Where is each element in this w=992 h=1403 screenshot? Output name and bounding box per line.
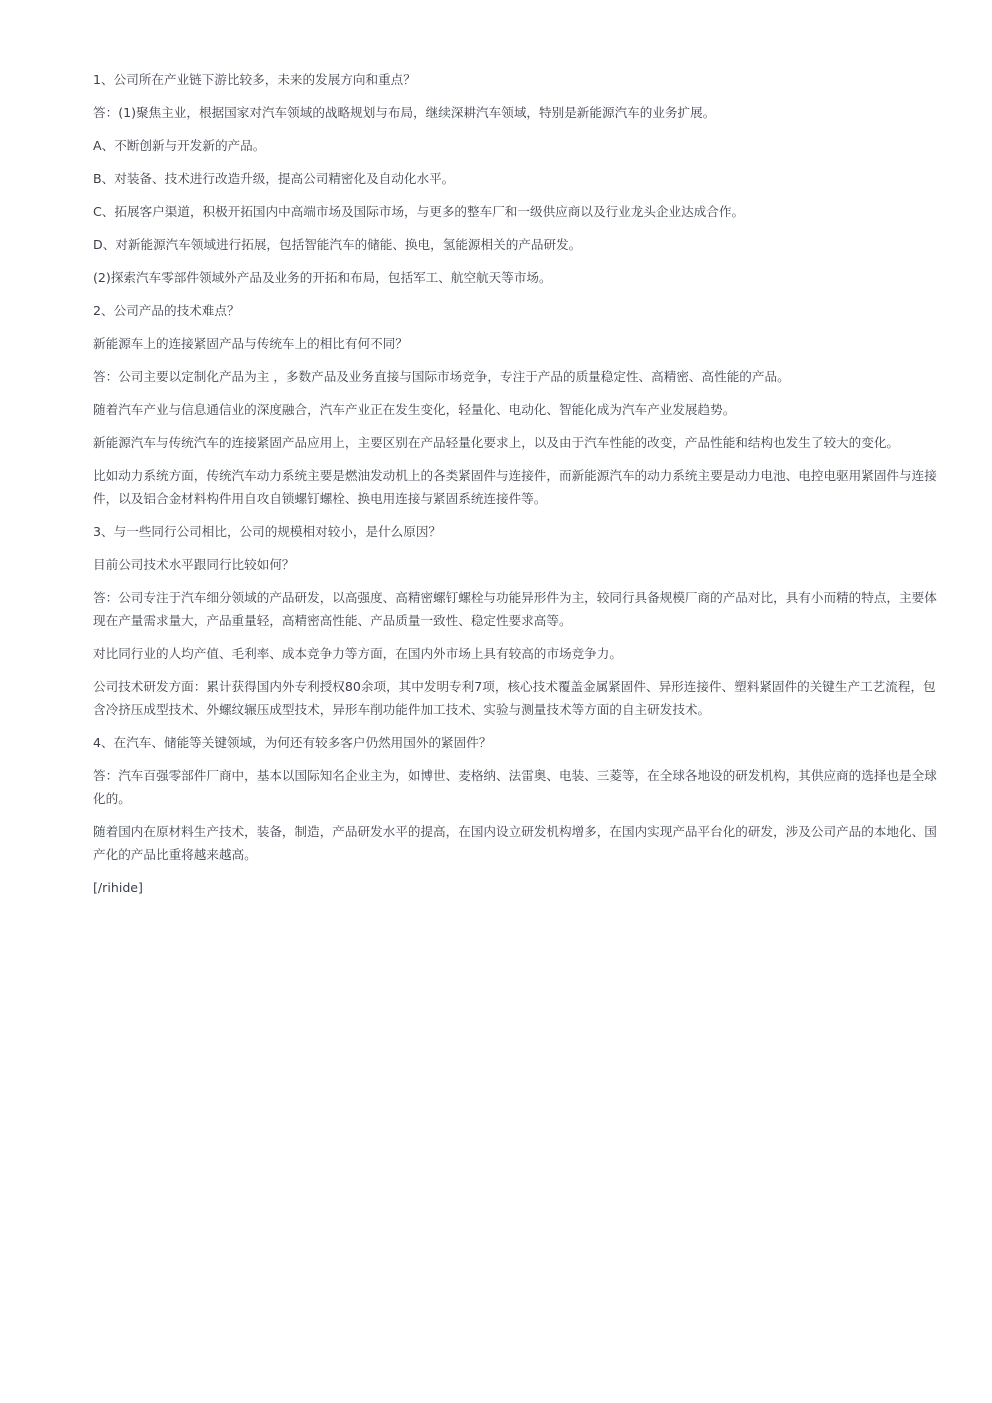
question-2-sub: 新能源车上的连接紧固产品与传统车上的相比有何不同？: [93, 336, 408, 351]
answer-3-intro: 答：公司专注于汽车细分领域的产品研发，以高强度、高精密螺钉螺栓与功能异形件为主，较同行具备规模厂商的产品对比，具有小而精的特点，主要体现在产量需求量大，产品重量轻，高精密高性能、产品质量一致性、稳定性要求高等。: [93, 590, 937, 628]
question-3: 3、与一些同行公司相比，公司的规模相对较小，是什么原因？: [93, 524, 442, 539]
answer-4-outlook: 随着国内在原材料生产技术，装备，制造，产品研发水平的提高，在国内设立研发机构增多，在国内实现产品平台化的研发，涉及公司产品的本地化、国产化的产品比重将越来越高。: [93, 824, 937, 862]
answer-3-competitiveness: 对比同行业的人均产值、毛利率、成本竞争力等方面，在国内外市场上具有较高的市场竞争力。: [93, 646, 622, 661]
answer-1-intro: 答：(1)聚焦主业，根据国家对汽车领域的战略规划与布局，继续深耕汽车领域，特别是新能源汽车的业务扩展。: [93, 105, 716, 120]
question-3-sub: 目前公司技术水平跟同行比较如何？: [93, 557, 295, 572]
answer-3-rnd: 公司技术研发方面：累计获得国内外专利授权80余项，其中发明专利7项，核心技术覆盖金属紧固件、异形连接件、塑料紧固件的关键生产工艺流程，包含冷挤压成型技术、外螺纹辗压成型技术，异形车削功能件加工技术、实验与测量技术等方面的自主研发技术。: [93, 679, 936, 717]
answer-1-item-d: D、对新能源汽车领域进行拓展，包括智能汽车的储能、换电，氢能源相关的产品研发。: [93, 237, 582, 252]
answer-1-part-2: (2)探索汽车零部件领域外产品及业务的开拓和布局，包括军工、航空航天等市场。: [93, 270, 552, 285]
answer-2-difference: 新能源汽车与传统汽车的连接紧固产品应用上，主要区别在产品轻量化要求上，以及由于汽车性能的改变，产品性能和结构也发生了较大的变化。: [93, 435, 899, 450]
answer-1-item-c: C、拓展客户渠道，积极开拓国内中高端市场及国际市场，与更多的整车厂和一级供应商以及行业龙头企业达成合作。: [93, 204, 745, 219]
question-1: 1、公司所在产业链下游比较多，未来的发展方向和重点？: [93, 72, 416, 87]
question-4: 4、在汽车、储能等关键领域，为何还有较多客户仍然用国外的紧固件？: [93, 735, 492, 750]
answer-2-trend: 随着汽车产业与信息通信业的深度融合，汽车产业正在发生变化，轻量化、电动化、智能化成为汽车产业发展趋势。: [93, 402, 736, 417]
answer-2-example: 比如动力系统方面，传统汽车动力系统主要是燃油发动机上的各类紧固件与连接件，而新能源汽车的动力系统主要是动力电池、电控电驱用紧固件与连接件，以及铝合金材料构件用自攻自锁螺钉螺栓、换电用连接与紧固系统连接件等。: [93, 468, 937, 506]
answer-1-item-b: B、对装备、技术进行改造升级，提高公司精密化及自动化水平。: [93, 171, 455, 186]
document-body: [93, 68, 945, 909]
answer-4-intro: 答：汽车百强零部件厂商中，基本以国际知名企业主为，如博世、麦格纳、法雷奥、电装、三菱等，在全球各地设的研发机构，其供应商的选择也是全球化的。: [93, 768, 937, 806]
question-2: 2、公司产品的技术难点？: [93, 303, 240, 318]
answer-2-intro: 答：公司主要以定制化产品为主 ，多数产品及业务直接与国际市场竞争，专注于产品的质量稳定性、高精密、高性能的产品。: [93, 369, 790, 384]
answer-1-item-a: A、不断创新与开发新的产品。: [93, 138, 266, 153]
closing-tag: [/rihide]: [93, 880, 143, 895]
